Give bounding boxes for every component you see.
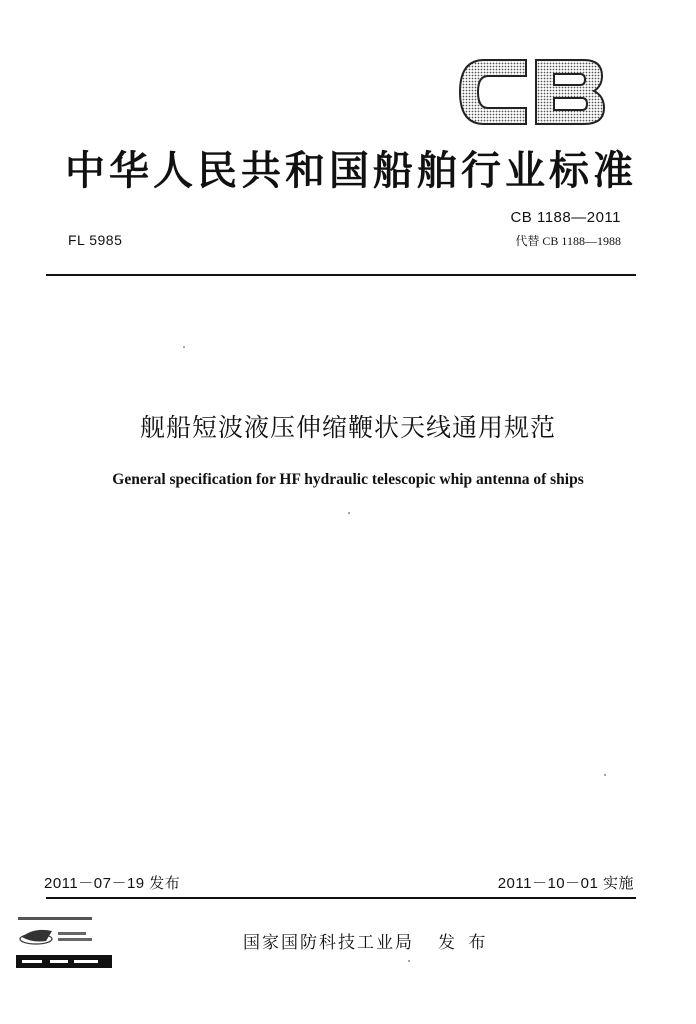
bottom-divider [46, 897, 636, 899]
issue-date: 2011－07－19 发布 [44, 875, 181, 892]
scan-speck [604, 774, 606, 776]
logo-letter-c [460, 60, 526, 124]
scan-speck [408, 960, 410, 962]
classification-code: FL 5985 [68, 232, 123, 248]
scan-speck [183, 346, 185, 348]
cb-logo [456, 56, 606, 128]
publisher-name: 国家国防科技工业局 [243, 933, 414, 953]
title-chinese: 舰船短波液压伸缩鞭状天线通用规范 [139, 413, 556, 442]
top-divider [46, 274, 636, 276]
title-english: General specification for HF hydraulic telescopic whip antenna of ships [112, 471, 584, 488]
implementation-date: 2011－10－01 实施 [497, 875, 634, 892]
standard-title: 中华人民共和国船舶行业标准 [65, 148, 637, 194]
publisher-stamp-icon [16, 915, 114, 971]
logo-letter-b [536, 60, 604, 124]
scan-speck [348, 512, 350, 514]
publish-label: 发 布 [438, 933, 490, 953]
replaces-standard: 代替 CB 1188—1988 [515, 234, 621, 248]
standard-number: CB 1188—2011 [510, 209, 621, 226]
